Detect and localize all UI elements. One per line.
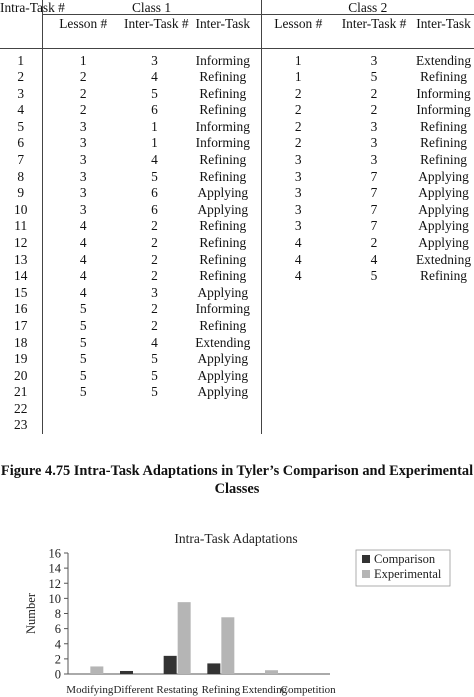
cell-c2-inter-task-num	[335, 368, 413, 385]
cell-c1-inter-task: Applying	[185, 384, 261, 401]
table-row	[0, 49, 474, 70]
cell-c2-inter-task-num: 4	[370, 251, 378, 267]
cell-intra-task: 12	[0, 235, 42, 252]
cell-c2-inter-task-num: 3	[370, 118, 378, 134]
cell-c1-inter-task: Refining	[185, 69, 261, 86]
legend-label-experimental: Experimental	[374, 567, 442, 581]
table-row	[0, 69, 474, 86]
cell-intra-task: 4	[0, 102, 42, 119]
x-tick-label: Extending	[241, 684, 288, 696]
cell-c2-lesson	[261, 351, 335, 368]
cell-c1-lesson: 5	[79, 317, 87, 333]
cell-c2-inter-task	[413, 335, 474, 352]
table-row	[0, 152, 474, 169]
cell-c2-inter-task-num	[335, 301, 413, 318]
cell-c1-inter-task: Informing	[185, 119, 261, 136]
cell-c1-inter-task-num: 6	[151, 102, 158, 118]
cell-c2-inter-task-num: 2	[370, 234, 378, 250]
cell-c2-inter-task-num: 7	[370, 201, 378, 217]
header-c2-inter-task: Inter-Task	[413, 15, 474, 49]
table-row	[0, 185, 474, 202]
table-row	[0, 417, 474, 434]
bar-comparison-refining	[207, 663, 220, 674]
legend-label-comparison: Comparison	[374, 552, 436, 566]
cell-c1-inter-task-num: 1	[151, 135, 158, 151]
bar-comparison-different	[120, 671, 133, 674]
cell-c1-inter-task-num: 1	[151, 118, 158, 134]
cell-c2-inter-task	[413, 384, 474, 401]
cell-c2-lesson: 2	[294, 135, 302, 151]
table-row	[0, 235, 474, 252]
y-tick-label: 16	[48, 546, 61, 561]
cell-c2-inter-task: Informing	[416, 85, 471, 101]
bar-chart	[0, 522, 474, 697]
cell-c1-lesson: 5	[79, 334, 87, 350]
cell-c2-inter-task-num: 5	[370, 69, 378, 84]
cell-c1-inter-task-num: 3	[151, 284, 158, 300]
header-c1-inter-task: Inter-Task	[185, 15, 261, 49]
cell-c1-inter-task-num: 5	[151, 168, 158, 184]
cell-c2-inter-task-num	[335, 318, 413, 335]
cell-c2-lesson: 1	[294, 69, 302, 84]
cell-intra-task: 7	[0, 152, 42, 169]
cell-c2-inter-task: Refining	[420, 118, 467, 134]
cell-c2-lesson: 3	[294, 218, 302, 234]
cell-c1-inter-task-num: 5	[151, 351, 158, 367]
table-row	[0, 102, 474, 119]
y-tick-label: 14	[48, 561, 61, 576]
table-row	[0, 384, 474, 401]
cell-intra-task: 22	[0, 401, 42, 418]
cell-intra-task: 8	[0, 169, 42, 186]
cell-c2-inter-task	[413, 301, 474, 318]
cell-c2-inter-task-num: 3	[370, 53, 378, 68]
cell-c1-inter-task-num: 2	[151, 251, 158, 267]
bar-experimental-extending	[265, 670, 278, 674]
cell-c1-inter-task-num: 5	[151, 384, 158, 400]
cell-c1-lesson: 5	[79, 301, 87, 317]
cell-c2-inter-task-num: 3	[370, 135, 378, 151]
cell-c2-inter-task: Extending	[416, 53, 472, 68]
cell-c2-inter-task	[413, 351, 474, 368]
cell-c1-inter-task-num: 2	[151, 234, 158, 250]
table-row	[0, 351, 474, 368]
cell-c1-lesson: 5	[79, 351, 87, 367]
cell-c2-inter-task: Applying	[418, 218, 469, 234]
table-row	[0, 252, 474, 269]
table-row	[0, 318, 474, 335]
cell-c2-lesson: 3	[294, 201, 302, 217]
cell-intra-task: 1	[0, 49, 42, 70]
cell-c1-inter-task-num: 4	[151, 69, 158, 84]
cell-c1-lesson: 3	[79, 201, 87, 217]
cell-c2-inter-task-num	[335, 285, 413, 302]
figure-caption: Figure 4.75 Intra-Task Adaptations in Tyler’s Comparison and Experimental Classes	[0, 463, 474, 497]
cell-c2-lesson: 3	[294, 168, 302, 184]
cell-c2-inter-task-num: 7	[370, 185, 378, 201]
cell-c1-inter-task-num: 2	[151, 218, 158, 234]
cell-c1-inter-task: Applying	[185, 185, 261, 202]
y-tick-label: 2	[54, 652, 61, 667]
table-row	[0, 335, 474, 352]
cell-c1-lesson: 4	[79, 218, 87, 234]
cell-c1-lesson: 2	[79, 102, 87, 118]
cell-c2-inter-task: Applying	[418, 168, 469, 184]
cell-c2-inter-task	[413, 318, 474, 335]
header-class-2: Class 2	[261, 0, 474, 15]
cell-c2-lesson	[261, 368, 335, 385]
cell-c1-inter-task: Refining	[185, 169, 261, 186]
header-intra-task: Intra-Task #	[0, 0, 42, 49]
table-row	[0, 202, 474, 219]
cell-c1-inter-task-num: 2	[151, 301, 158, 317]
cell-c1-inter-task: Applying	[185, 368, 261, 385]
y-tick-label: 12	[48, 576, 61, 591]
x-tick-label: Different	[113, 684, 154, 696]
cell-c2-lesson	[261, 318, 335, 335]
cell-intra-task: 19	[0, 351, 42, 368]
header-c2-lesson: Lesson #	[261, 15, 335, 49]
cell-c1-inter-task-num: 2	[151, 317, 158, 333]
cell-intra-task: 13	[0, 252, 42, 269]
cell-c1-lesson: 4	[79, 268, 87, 284]
cell-c1-inter-task-num: 5	[151, 85, 158, 101]
cell-c1-inter-task-num: 6	[151, 185, 158, 201]
y-tick-label: 4	[54, 637, 61, 652]
cell-intra-task: 11	[0, 218, 42, 235]
cell-c2-lesson: 3	[294, 185, 302, 201]
cell-c2-inter-task-num: 2	[370, 85, 378, 101]
cell-c1-lesson: 3	[79, 118, 87, 134]
cell-intra-task: 18	[0, 335, 42, 352]
cell-c1-lesson: 3	[79, 135, 87, 151]
x-tick-label: Refining	[201, 684, 241, 696]
cell-c2-inter-task	[413, 368, 474, 385]
cell-intra-task: 10	[0, 202, 42, 219]
chart-title: Intra-Task Adaptations	[174, 531, 298, 546]
cell-c1-lesson: 3	[79, 168, 87, 184]
cell-c2-lesson: 2	[294, 102, 302, 118]
x-tick-label: Restating	[156, 684, 198, 696]
cell-c2-inter-task-num	[335, 384, 413, 401]
cell-c1-lesson: 3	[79, 151, 87, 167]
cell-intra-task: 9	[0, 185, 42, 202]
cell-c1-inter-task-num: 2	[151, 268, 158, 284]
y-axis-label: Number	[24, 593, 38, 634]
cell-intra-task: 14	[0, 268, 42, 285]
cell-c2-inter-task: Applying	[418, 185, 469, 201]
cell-intra-task: 6	[0, 135, 42, 152]
y-tick-label: 0	[54, 667, 61, 682]
table-body	[0, 49, 474, 435]
cell-c2-inter-task: Applying	[418, 201, 469, 217]
cell-c2-inter-task: Refining	[420, 151, 467, 167]
cell-intra-task: 5	[0, 119, 42, 136]
cell-c1-lesson	[42, 417, 124, 434]
bar-experimental-refining	[221, 617, 234, 674]
cell-c2-inter-task: Extedning	[416, 251, 472, 267]
table-row	[0, 285, 474, 302]
bar-experimental-restating	[178, 602, 191, 674]
cell-c1-inter-task: Refining	[185, 102, 261, 119]
legend-swatch-comparison	[362, 555, 370, 563]
cell-intra-task: 16	[0, 301, 42, 318]
cell-c1-inter-task	[185, 401, 261, 418]
cell-c2-lesson: 4	[294, 251, 302, 267]
cell-c2-lesson: 4	[294, 268, 302, 284]
cell-c1-lesson	[42, 401, 124, 418]
cell-c2-lesson: 3	[294, 151, 302, 167]
table-row	[0, 301, 474, 318]
cell-c2-lesson: 2	[294, 85, 302, 101]
y-tick-label: 8	[54, 607, 61, 621]
cell-c2-lesson	[261, 384, 335, 401]
cell-intra-task: 3	[0, 86, 42, 103]
legend-swatch-experimental	[362, 570, 370, 578]
cell-c1-inter-task: Applying	[185, 202, 261, 219]
cell-c2-inter-task	[413, 285, 474, 302]
cell-c2-inter-task: Refining	[420, 268, 467, 284]
cell-intra-task: 17	[0, 318, 42, 335]
cell-intra-task: 21	[0, 384, 42, 401]
cell-c1-inter-task	[185, 417, 261, 434]
cell-c1-inter-task: Refining	[185, 252, 261, 269]
bar-comparison-restating	[164, 656, 177, 674]
cell-c2-lesson	[261, 335, 335, 352]
cell-c2-lesson	[261, 301, 335, 318]
cell-c2-inter-task-num: 7	[370, 168, 378, 184]
cell-c1-lesson: 5	[79, 367, 87, 383]
cell-c1-inter-task-num: 4	[151, 151, 158, 167]
cell-c1-lesson: 2	[79, 85, 87, 101]
header-c1-inter-task-num: Inter-Task #	[124, 15, 185, 49]
cell-c1-lesson: 2	[79, 69, 87, 84]
table-row	[0, 135, 474, 152]
cell-c1-lesson: 5	[79, 384, 87, 400]
cell-c2-inter-task-num: 2	[370, 102, 378, 118]
cell-c1-lesson: 4	[79, 234, 87, 250]
cell-c1-inter-task: Refining	[185, 218, 261, 235]
cell-intra-task: 20	[0, 368, 42, 385]
cell-c1-inter-task-num: 6	[151, 201, 158, 217]
cell-c1-lesson: 1	[79, 53, 87, 68]
table-row	[0, 368, 474, 385]
table-row	[0, 268, 474, 285]
cell-c1-inter-task-num: 4	[151, 334, 158, 350]
cell-c2-lesson: 2	[294, 118, 302, 134]
cell-c1-inter-task: Refining	[185, 235, 261, 252]
cell-c1-inter-task-num	[124, 417, 185, 434]
cell-c2-inter-task-num: 5	[370, 268, 378, 284]
cell-c1-inter-task: Informing	[185, 135, 261, 152]
cell-c2-lesson: 1	[294, 53, 302, 68]
header-class-1: Class 1	[42, 0, 261, 15]
y-tick-label: 10	[48, 591, 61, 606]
cell-c1-inter-task: Applying	[185, 351, 261, 368]
header-c2-inter-task-num: Inter-Task #	[335, 15, 413, 49]
cell-c2-inter-task: Applying	[418, 234, 469, 250]
cell-c1-inter-task: Refining	[185, 86, 261, 103]
cell-c2-inter-task-num: 7	[370, 218, 378, 234]
cell-c2-inter-task-num	[335, 351, 413, 368]
cell-c2-inter-task-num	[335, 401, 413, 418]
cell-c1-inter-task: Refining	[185, 152, 261, 169]
cell-c1-inter-task: Extending	[185, 335, 261, 352]
header-c1-lesson: Lesson #	[42, 15, 124, 49]
table-row	[0, 401, 474, 418]
cell-intra-task: 23	[0, 417, 42, 434]
cell-c2-inter-task	[413, 401, 474, 418]
cell-c2-lesson: 4	[294, 234, 302, 250]
y-tick-label: 6	[54, 622, 61, 637]
table-row	[0, 169, 474, 186]
bar-experimental-modifying	[90, 666, 103, 674]
cell-c1-inter-task: Applying	[185, 285, 261, 302]
chart-region	[0, 522, 474, 697]
cell-c2-inter-task-num: 3	[370, 151, 378, 167]
cell-c1-inter-task-num	[124, 401, 185, 418]
cell-c2-inter-task: Refining	[420, 135, 467, 151]
cell-c1-inter-task: Informing	[185, 49, 261, 70]
cell-c2-inter-task-num	[335, 417, 413, 434]
cell-c2-inter-task: Informing	[416, 102, 471, 118]
cell-c2-inter-task	[413, 417, 474, 434]
cell-c1-inter-task: Informing	[185, 301, 261, 318]
cell-c1-inter-task: Refining	[185, 318, 261, 335]
table-row	[0, 119, 474, 136]
x-tick-label: Competition	[280, 684, 336, 696]
cell-c1-lesson: 4	[79, 251, 87, 267]
cell-c1-inter-task: Refining	[185, 268, 261, 285]
cell-c2-inter-task: Refining	[420, 69, 467, 84]
cell-c2-inter-task-num	[335, 335, 413, 352]
table-row	[0, 86, 474, 103]
cell-intra-task: 15	[0, 285, 42, 302]
cell-c2-lesson	[261, 417, 335, 434]
cell-c1-lesson: 4	[79, 284, 87, 300]
table-row	[0, 218, 474, 235]
cell-intra-task: 2	[0, 69, 42, 86]
cell-c1-inter-task-num: 5	[151, 367, 158, 383]
cell-c1-inter-task-num: 3	[151, 53, 158, 68]
cell-c2-lesson	[261, 285, 335, 302]
cell-c1-lesson: 3	[79, 185, 87, 201]
x-tick-label: Modifying	[66, 684, 114, 696]
cell-c2-lesson	[261, 401, 335, 418]
